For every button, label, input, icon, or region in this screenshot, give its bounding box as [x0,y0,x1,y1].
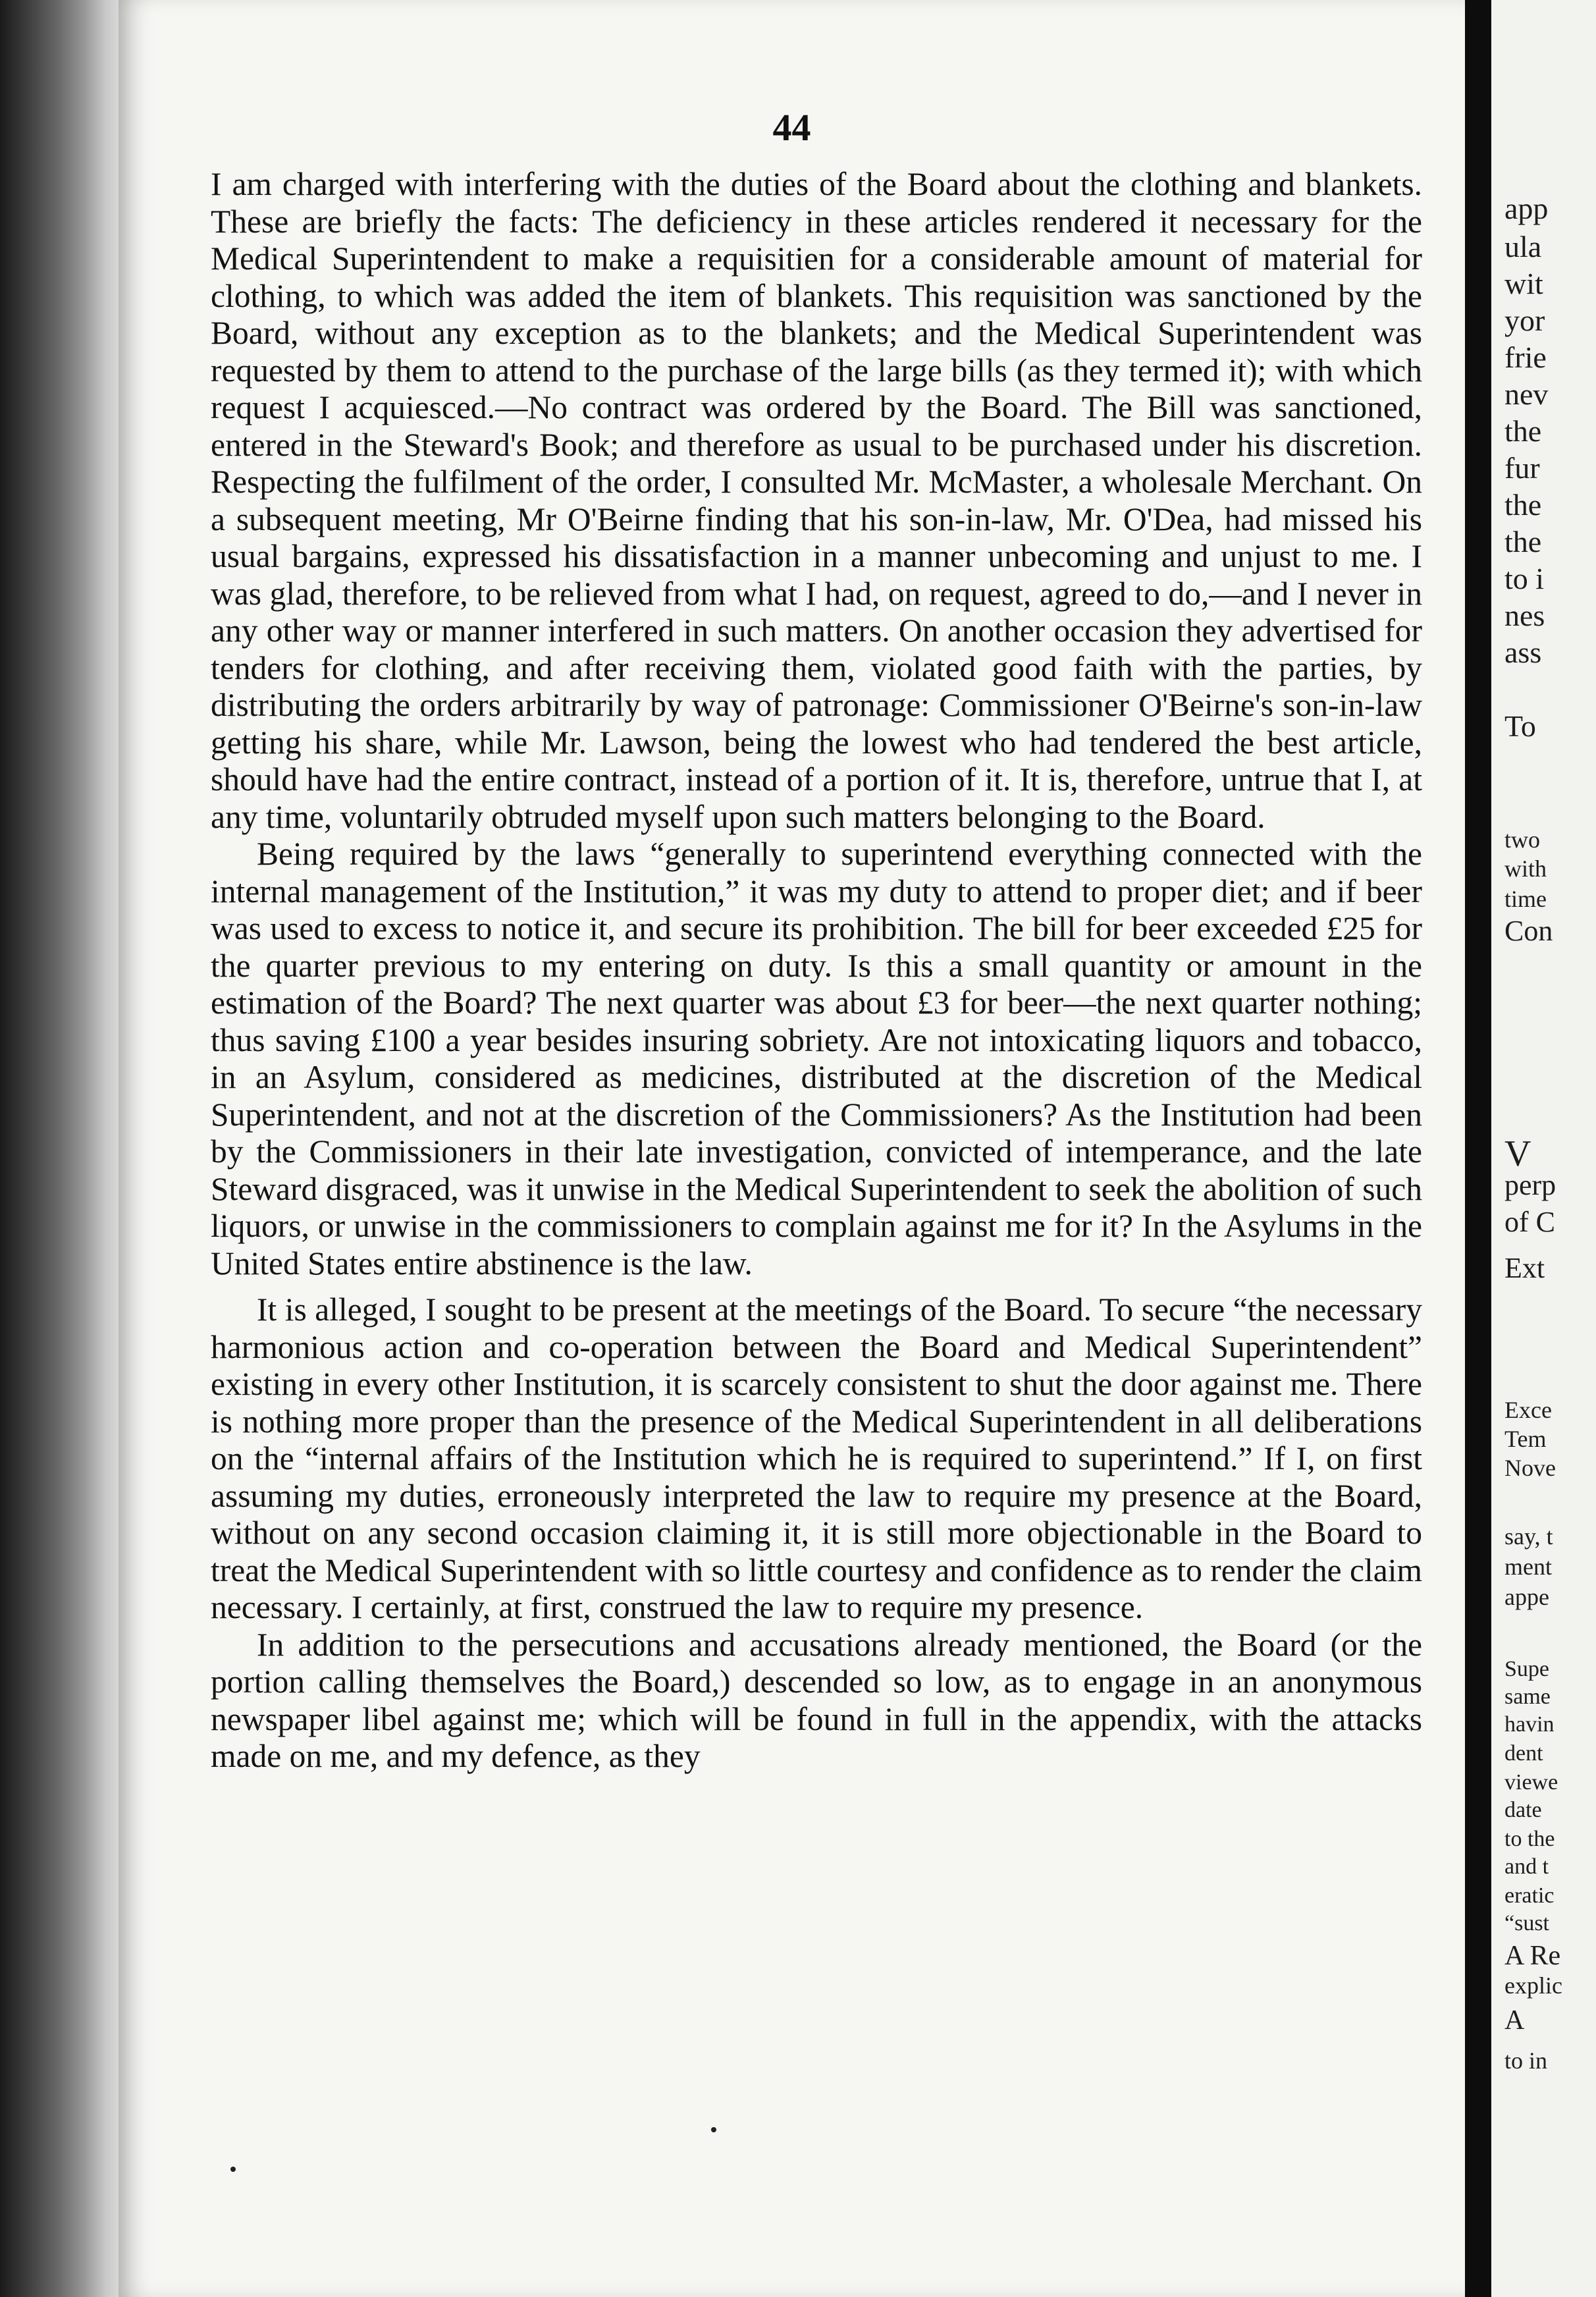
adjacent-page-text-fragment: viewe [1504,1770,1558,1795]
adjacent-page-text-fragment: appe [1504,1584,1549,1610]
adjacent-page-text-fragment: the [1504,488,1542,522]
adjacent-page-text-fragment: eratic [1504,1883,1555,1908]
adjacent-page-text-fragment: ula [1504,230,1542,263]
paragraph-beer: Being required by the laws “generally to superintend everything connected with the internal management of the Institution,” it was my duty to attend to proper diet; and if beer was used to excess to notice it, and secure its prohibition. The bill for beer exceeded £25 for the quarter previous to my entering on duty. Is this a small quantity or amount in the estimation of the Board? The next quarter was about £3 for beer—the next quarter nothing; thus saving £100 a year besides insuring sobriety. Are not intoxicating liquors and tobacco, in an Asylum, considered as medicines, distributed at the discretion of the Medical Superintendent, and not at the discretion of the Commissioners? As the Institution had been by the Commissioners in their late investigation, convicted of intemperance, and the late Steward disgraced, was it unwise in the Medical Superintendent to seek the abolition of such liquors, or unwise in the commissioners to complain against me for it? In the Asylums in the United States entire abstinence is the law. [211,836,1422,1282]
adjacent-page-text-fragment: Ext [1504,1252,1545,1284]
adjacent-page-text-fragment: V [1504,1133,1531,1174]
adjacent-page-text-fragment: ment [1504,1554,1552,1580]
adjacent-page-text-fragment: to in [1504,2047,1548,2074]
adjacent-page-text-fragment: nes [1504,599,1545,632]
adjacent-page-text-fragment: date [1504,1798,1542,1822]
adjacent-page-text-fragment: havin [1504,1712,1555,1737]
adjacent-page-text-fragment: ass [1504,635,1542,669]
adjacent-page-text-fragment: To [1504,709,1536,743]
print-speck [230,2167,236,2172]
adjacent-page-text-fragment: the [1504,525,1542,558]
paragraph-board-meetings: It is alleged, I sought to be present at the meetings of the Board. To secure “the necessary harmonious action and co-operation between the Board and Medical Superintendent” existing in every other Institution, it is scarcely consistent to shut the door against me. There is nothing more proper than the presence of the Medical Superintendent in all deliberations on the “internal affairs of the Institution which he is required to superintend.” If I, on first assuming my duties, erroneously interpreted the law to require my presence at the Board, without on any second occasion claiming it, it is still more objectionable in the Board to treat the Medical Superintendent with so little courtesy and confidence as to render the claim necessary. I certainly, at first, construed the law to require my presence. [211,1291,1422,1625]
adjacent-page-text-fragment: “sust [1504,1911,1549,1935]
adjacent-page-text-fragment: A Re [1504,1941,1561,1971]
adjacent-page-text-fragment: same [1504,1685,1551,1709]
adjacent-page-text-fragment: Con [1504,915,1553,947]
book-page [119,0,1465,2297]
adjacent-page-text-fragment: the [1504,414,1542,448]
adjacent-page-edge [1491,0,1596,2297]
adjacent-page-text-fragment: Exce [1504,1397,1552,1423]
adjacent-page-text-fragment: Supe [1504,1657,1549,1681]
adjacent-page-text-fragment: yor [1504,304,1545,337]
adjacent-page-text-fragment: with [1504,855,1547,882]
adjacent-page-text-fragment: and t [1504,1854,1549,1879]
adjacent-page-text-fragment: explic [1504,1972,1562,1999]
adjacent-page-text-fragment: to i [1504,562,1545,595]
adjacent-page-text-fragment: nev [1504,377,1549,411]
adjacent-page-text-fragment: say, t [1504,1523,1553,1550]
adjacent-page-text-fragment: of C [1504,1206,1555,1238]
print-speck [711,2127,716,2132]
adjacent-page-text-fragment: to the [1504,1827,1555,1851]
adjacent-page-text-fragment: Tem [1504,1426,1547,1452]
page-body [211,166,1422,1775]
adjacent-page-text-fragment: frie [1504,340,1547,374]
page-gutter [1465,0,1491,2297]
adjacent-page-text-fragment: Nove [1504,1455,1556,1481]
adjacent-page-text-fragment: perp [1504,1169,1556,1201]
page-number: 44 [772,106,811,149]
paragraph-libel: In addition to the persecutions and accusations already mentioned, the Board (or the portion calling themselves the Board,) descended so low, as to engage in an anonymous newspaper libel against me; which will be found in full in the appendix, with the attacks made on me, and my defence, as they [211,1626,1422,1774]
adjacent-page-text-fragment: fur [1504,451,1540,485]
book-spine-shadow [0,0,125,2297]
adjacent-page-text-fragment: dent [1504,1741,1543,1766]
adjacent-page-text-fragment: app [1504,192,1549,225]
paragraph-clothing: I am charged with interfering with the duties of the Board about the clothing and blankets. These are briefly the facts: The deficiency in these articles rendered it necessary for the Medical Superintendent to make a requisitien for a considerable amount of material for clothing, to which was added the item of blankets. This requisition was sanctioned by the Board, without any exception as to the blankets; and the Medical Superintendent was requested by them to attend to the purchase of the large bills (as they termed it); with which request I acquiesced.—No contract was ordered by the Board. The Bill was sanctioned, entered in the Steward's Book; and therefore as usual to be purchased under his discretion. Respecting the fulfilment of the order, I consulted Mr. McMaster, a wholesale Merchant. On a subsequent meeting, Mr O'Beirne finding that his son-in-law, Mr. O'Dea, had missed his usual bargains, expressed his dissatisfaction in a manner unbecoming and unjust to me. I was glad, therefore, to be relieved from what I had, on request, agreed to do,—and I never in any other way or manner interfered in such matters. On another occasion they advertised for tenders for clothing, and after receiving them, violated good faith with the parties, by distributing the orders arbitrarily by way of patronage: Commissioner O'Beirne's son-in-law getting his share, while Mr. Lawson, being the lowest who had tendered the best article, should have had the entire contract, instead of a portion of it. It is, therefore, untrue that I, at any time, voluntarily obtruded myself upon such matters belonging to the Board. [211,166,1422,835]
adjacent-page-text-fragment: time [1504,886,1547,912]
adjacent-page-text-fragment: two [1504,826,1540,853]
adjacent-page-text-fragment: A [1504,2005,1525,2036]
adjacent-page-text-fragment: wit [1504,267,1543,300]
